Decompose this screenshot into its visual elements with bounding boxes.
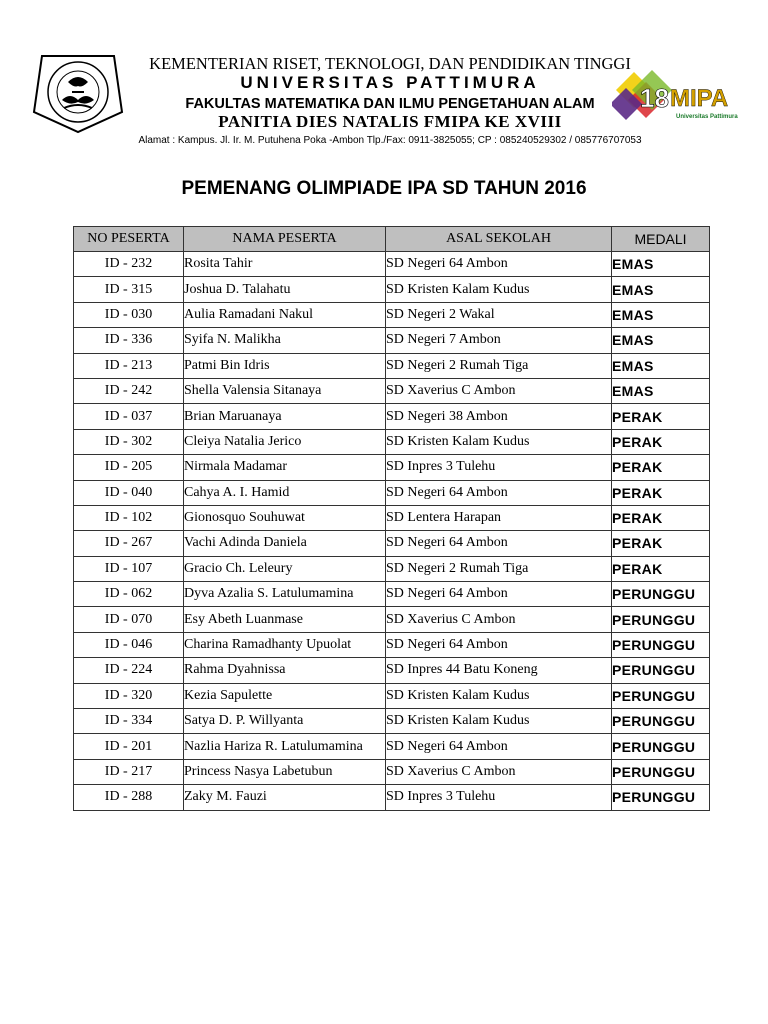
header-medali: MEDALI <box>612 227 710 252</box>
participant-name-cell: Esy Abeth Luanmase <box>184 607 386 632</box>
participant-id-cell: ID - 107 <box>74 556 184 581</box>
header-asal-sekolah: ASAL SEKOLAH <box>386 227 612 252</box>
participant-id-cell: ID - 320 <box>74 683 184 708</box>
participant-name-cell: Shella Valensia Sitanaya <box>184 378 386 403</box>
participant-name-cell: Cleiya Natalia Jerico <box>184 429 386 454</box>
header-nama-peserta: NAMA PESERTA <box>184 227 386 252</box>
participant-name-cell: Vachi Adinda Daniela <box>184 531 386 556</box>
participant-name-cell: Zaky M. Fauzi <box>184 785 386 810</box>
logo-text: MIPA <box>670 85 729 112</box>
medal-cell: PERUNGGU <box>612 734 710 759</box>
school-name-cell: SD Negeri 64 Ambon <box>386 480 612 505</box>
participant-name-cell: Kezia Sapulette <box>184 683 386 708</box>
school-name-cell: SD Xaverius C Ambon <box>386 759 612 784</box>
participant-name-cell: Gracio Ch. Leleury <box>184 556 386 581</box>
winners-table-body <box>74 252 710 811</box>
medal-cell: PERUNGGU <box>612 582 710 607</box>
participant-name-cell: Princess Nasya Labetubun <box>184 759 386 784</box>
table-row <box>74 759 710 784</box>
table-row <box>74 505 710 530</box>
table-row <box>74 734 710 759</box>
medal-cell: PERUNGGU <box>612 658 710 683</box>
participant-id-cell: ID - 242 <box>74 378 184 403</box>
participant-id-cell: ID - 102 <box>74 505 184 530</box>
medal-cell: PERUNGGU <box>612 683 710 708</box>
participant-name-cell: Cahya A. I. Hamid <box>184 480 386 505</box>
medal-cell: EMAS <box>612 302 710 327</box>
participant-id-cell: ID - 232 <box>74 252 184 277</box>
school-name-cell: SD Inpres 3 Tulehu <box>386 455 612 480</box>
address-line: Alamat : Kampus. Jl. Ir. M. Putuhena Poka -Ambon Tlp./Fax: 0911-3825055; CP : 085240529302 / 085776707053 <box>138 135 642 146</box>
participant-name-cell: Rosita Tahir <box>184 252 386 277</box>
medal-cell: PERAK <box>612 455 710 480</box>
participant-id-cell: ID - 217 <box>74 759 184 784</box>
table-row <box>74 683 710 708</box>
medal-cell: EMAS <box>612 378 710 403</box>
medal-cell: PERAK <box>612 429 710 454</box>
table-row <box>74 531 710 556</box>
participant-name-cell: Nazlia Hariza R. Latulumamina <box>184 734 386 759</box>
medal-cell: PERAK <box>612 404 710 429</box>
participant-name-cell: Satya D. P. Willyanta <box>184 709 386 734</box>
letterhead <box>0 0 768 160</box>
participant-id-cell: ID - 288 <box>74 785 184 810</box>
table-row <box>74 556 710 581</box>
table-row <box>74 607 710 632</box>
medal-cell: EMAS <box>612 252 710 277</box>
medal-cell: PERAK <box>612 556 710 581</box>
participant-id-cell: ID - 336 <box>74 328 184 353</box>
participant-name-cell: Brian Maruanaya <box>184 404 386 429</box>
medal-cell: PERAK <box>612 531 710 556</box>
participant-name-cell: Gionosquo Souhuwat <box>184 505 386 530</box>
school-name-cell: SD Negeri 64 Ambon <box>386 252 612 277</box>
school-name-cell: SD Negeri 64 Ambon <box>386 582 612 607</box>
table-row <box>74 632 710 657</box>
table-row <box>74 658 710 683</box>
medal-cell: EMAS <box>612 328 710 353</box>
table-row <box>74 252 710 277</box>
table-row <box>74 328 710 353</box>
participant-name-cell: Nirmala Madamar <box>184 455 386 480</box>
participant-name-cell: Charina Ramadhanty Upuolat <box>184 632 386 657</box>
medal-cell: PERAK <box>612 505 710 530</box>
participant-id-cell: ID - 213 <box>74 353 184 378</box>
participant-id-cell: ID - 224 <box>74 658 184 683</box>
winners-table <box>73 226 710 811</box>
table-row <box>74 709 710 734</box>
school-name-cell: SD Kristen Kalam Kudus <box>386 683 612 708</box>
participant-id-cell: ID - 201 <box>74 734 184 759</box>
participant-id-cell: ID - 315 <box>74 277 184 302</box>
participant-id-cell: ID - 302 <box>74 429 184 454</box>
header-no-peserta: NO PESERTA <box>74 227 184 252</box>
school-name-cell: SD Negeri 64 Ambon <box>386 632 612 657</box>
school-name-cell: SD Inpres 3 Tulehu <box>386 785 612 810</box>
participant-name-cell: Rahma Dyahnissa <box>184 658 386 683</box>
medal-cell: EMAS <box>612 353 710 378</box>
participant-name-cell: Syifa N. Malikha <box>184 328 386 353</box>
participant-id-cell: ID - 205 <box>74 455 184 480</box>
table-row <box>74 785 710 810</box>
participant-name-cell: Joshua D. Talahatu <box>184 277 386 302</box>
school-name-cell: SD Inpres 44 Batu Koneng <box>386 658 612 683</box>
table-row <box>74 277 710 302</box>
medal-cell: PERAK <box>612 480 710 505</box>
medal-cell: PERUNGGU <box>612 759 710 784</box>
participant-name-cell: Patmi Bin Idris <box>184 353 386 378</box>
participant-name-cell: Aulia Ramadani Nakul <box>184 302 386 327</box>
table-row <box>74 302 710 327</box>
participant-id-cell: ID - 030 <box>74 302 184 327</box>
school-name-cell: SD Lentera Harapan <box>386 505 612 530</box>
medal-cell: PERUNGGU <box>612 632 710 657</box>
logo-number: 18 <box>640 83 669 113</box>
school-name-cell: SD Negeri 64 Ambon <box>386 734 612 759</box>
participant-id-cell: ID - 334 <box>74 709 184 734</box>
page-title: PEMENANG OLIMPIADE IPA SD TAHUN 2016 <box>181 178 587 199</box>
medal-cell: EMAS <box>612 277 710 302</box>
logo-subtext: Universitas Pattimura <box>676 114 738 120</box>
school-name-cell: SD Negeri 2 Rumah Tiga <box>386 556 612 581</box>
school-name-cell: SD Kristen Kalam Kudus <box>386 429 612 454</box>
school-name-cell: SD Negeri 38 Ambon <box>386 404 612 429</box>
school-name-cell: SD Negeri 7 Ambon <box>386 328 612 353</box>
table-row <box>74 404 710 429</box>
university-name: UNIVERSITAS PATTIMURA <box>240 73 540 92</box>
participant-id-cell: ID - 040 <box>74 480 184 505</box>
table-row <box>74 378 710 403</box>
table-row <box>74 353 710 378</box>
school-name-cell: SD Xaverius C Ambon <box>386 378 612 403</box>
table-row <box>74 455 710 480</box>
school-name-cell: SD Kristen Kalam Kudus <box>386 709 612 734</box>
school-name-cell: SD Negeri 2 Rumah Tiga <box>386 353 612 378</box>
table-row <box>74 582 710 607</box>
ministry-name: KEMENTERIAN RISET, TEKNOLOGI, DAN PENDIDIKAN TINGGI <box>149 54 631 73</box>
school-name-cell: SD Kristen Kalam Kudus <box>386 277 612 302</box>
participant-id-cell: ID - 046 <box>74 632 184 657</box>
participant-id-cell: ID - 062 <box>74 582 184 607</box>
school-name-cell: SD Xaverius C Ambon <box>386 607 612 632</box>
table-row <box>74 429 710 454</box>
medal-cell: PERUNGGU <box>612 607 710 632</box>
participant-name-cell: Dyva Azalia S. Latulumamina <box>184 582 386 607</box>
committee-name: PANITIA DIES NATALIS FMIPA KE XVIII <box>218 112 562 131</box>
medal-cell: PERUNGGU <box>612 709 710 734</box>
medal-cell: PERUNGGU <box>612 785 710 810</box>
faculty-name: FAKULTAS MATEMATIKA DAN ILMU PENGETAHUAN ALAM <box>185 96 595 112</box>
participant-id-cell: ID - 037 <box>74 404 184 429</box>
table-row <box>74 480 710 505</box>
school-name-cell: SD Negeri 2 Wakal <box>386 302 612 327</box>
participant-id-cell: ID - 267 <box>74 531 184 556</box>
table-header-row <box>74 227 710 252</box>
school-name-cell: SD Negeri 64 Ambon <box>386 531 612 556</box>
participant-id-cell: ID - 070 <box>74 607 184 632</box>
